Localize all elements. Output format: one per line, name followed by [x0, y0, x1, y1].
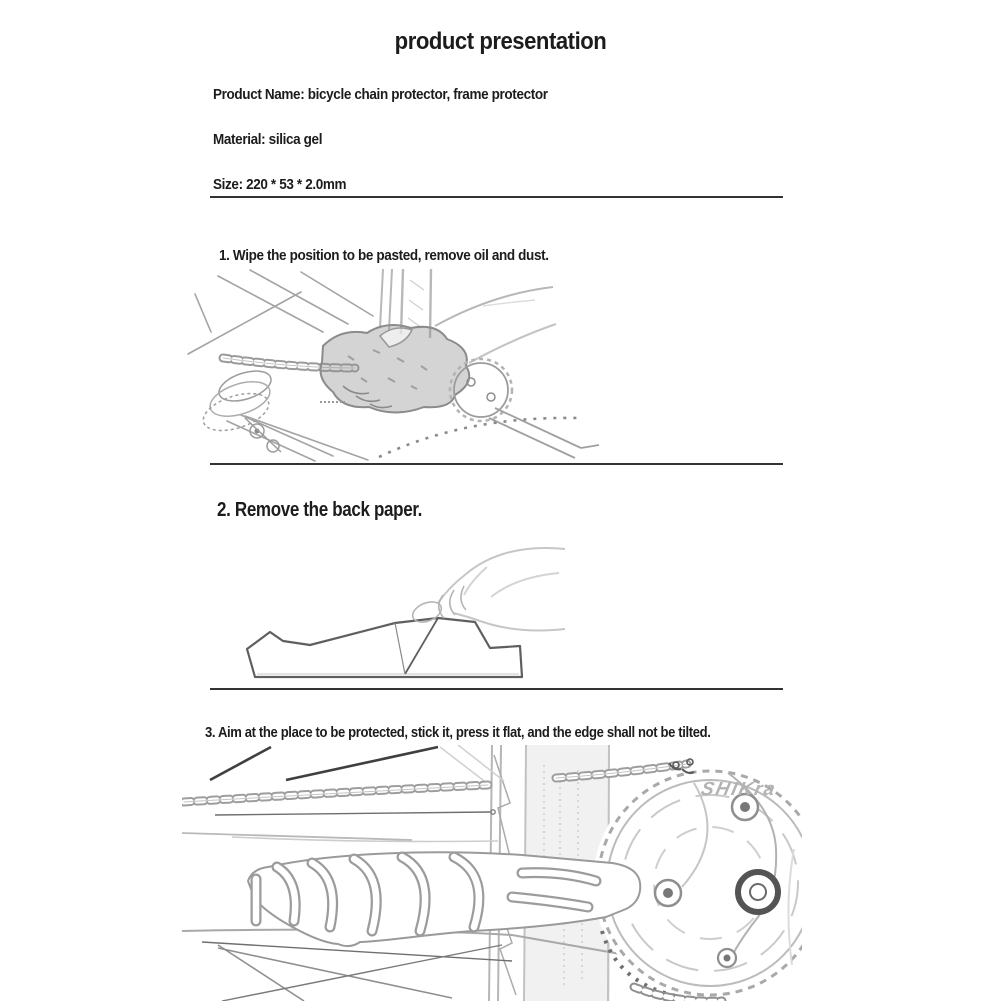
- step2-illustration hand-peeling-backing-paper-sketch: [235, 533, 565, 683]
- product-name-line: Product Name: bicycle chain protector, frame protector: [213, 86, 548, 103]
- step1-illustration hand-wiping-bicycle-chainstay-sketch: [183, 266, 603, 464]
- shikra-brand-text: SHIKra: [698, 779, 779, 800]
- step1-label: 1. Wipe the position to be pasted, remove oil and dust.: [219, 247, 549, 264]
- section-divider-1: [210, 196, 783, 198]
- protector-with-peeled-corner-sketch: [247, 618, 522, 677]
- cassette-sketch: [199, 365, 281, 452]
- product-size-line: Size: 220 * 53 * 2.0mm: [213, 176, 347, 193]
- tire-dotted-edge-sketch: [379, 418, 577, 457]
- page-title: product presentation: [394, 28, 607, 55]
- product-material-line: Material: silica gel: [213, 131, 323, 148]
- pinching-hand-sketch: [438, 548, 565, 630]
- step3-illustration protector-applied-on-chainstay-with-crankset-sketch: [182, 745, 802, 1001]
- crank-spindle-hole: [738, 872, 778, 912]
- section-divider-3: [210, 688, 783, 690]
- step3-label: 3. Aim at the place to be protected, stick it, press it flat, and the edge shall not be tilted.: [205, 725, 711, 741]
- crank-sketch: [450, 359, 599, 458]
- section-divider-2: [210, 463, 783, 465]
- step2-label: 2. Remove the back paper.: [217, 499, 423, 521]
- chain-sketch: [184, 764, 687, 802]
